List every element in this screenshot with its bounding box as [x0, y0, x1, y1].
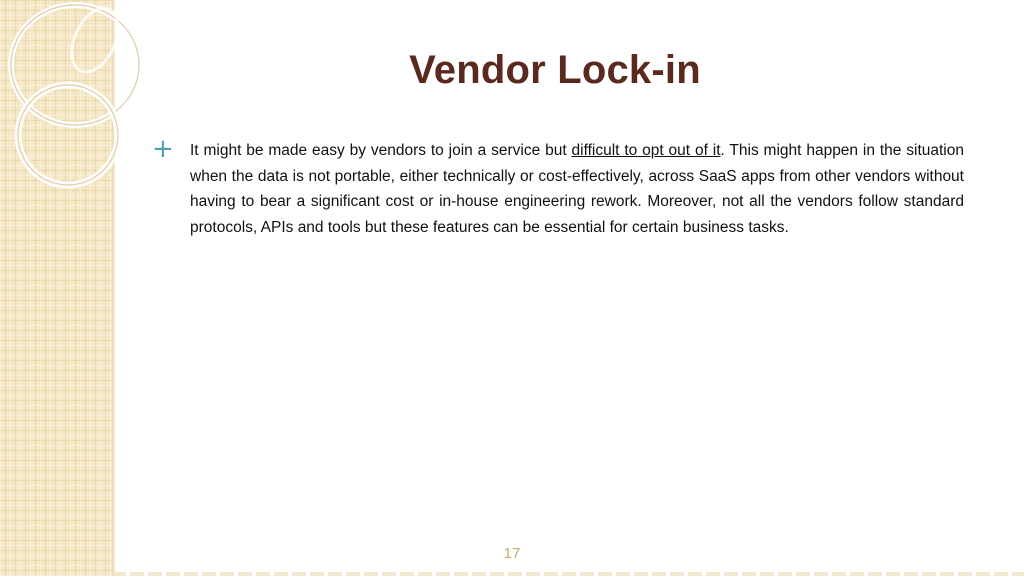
decorative-side-panel	[0, 0, 112, 576]
bullet-text-underlined: difficult to opt out of it	[571, 142, 721, 159]
bullet-text-start: It might be made easy by vendors to join a service but	[190, 142, 572, 159]
bullet-text-end: . This might happen in the situation when the data is not portable, either technically or cost-effectively, across SaaS apps from other vendors without having to bear a significant cost or in-house engineering rework. Moreover, not all the vendors follow standard protocols, APIs and tools but these features can be essential for certain business tasks.	[190, 142, 964, 236]
bullet-item	[152, 134, 964, 240]
side-panel-edge	[112, 0, 115, 576]
plus-bullet-icon: +	[152, 134, 174, 164]
decorative-bottom-strip	[112, 572, 1024, 576]
page-number: 17	[503, 545, 521, 562]
slide-title: Vendor Lock-in	[409, 48, 701, 92]
bullet-text	[190, 138, 964, 240]
